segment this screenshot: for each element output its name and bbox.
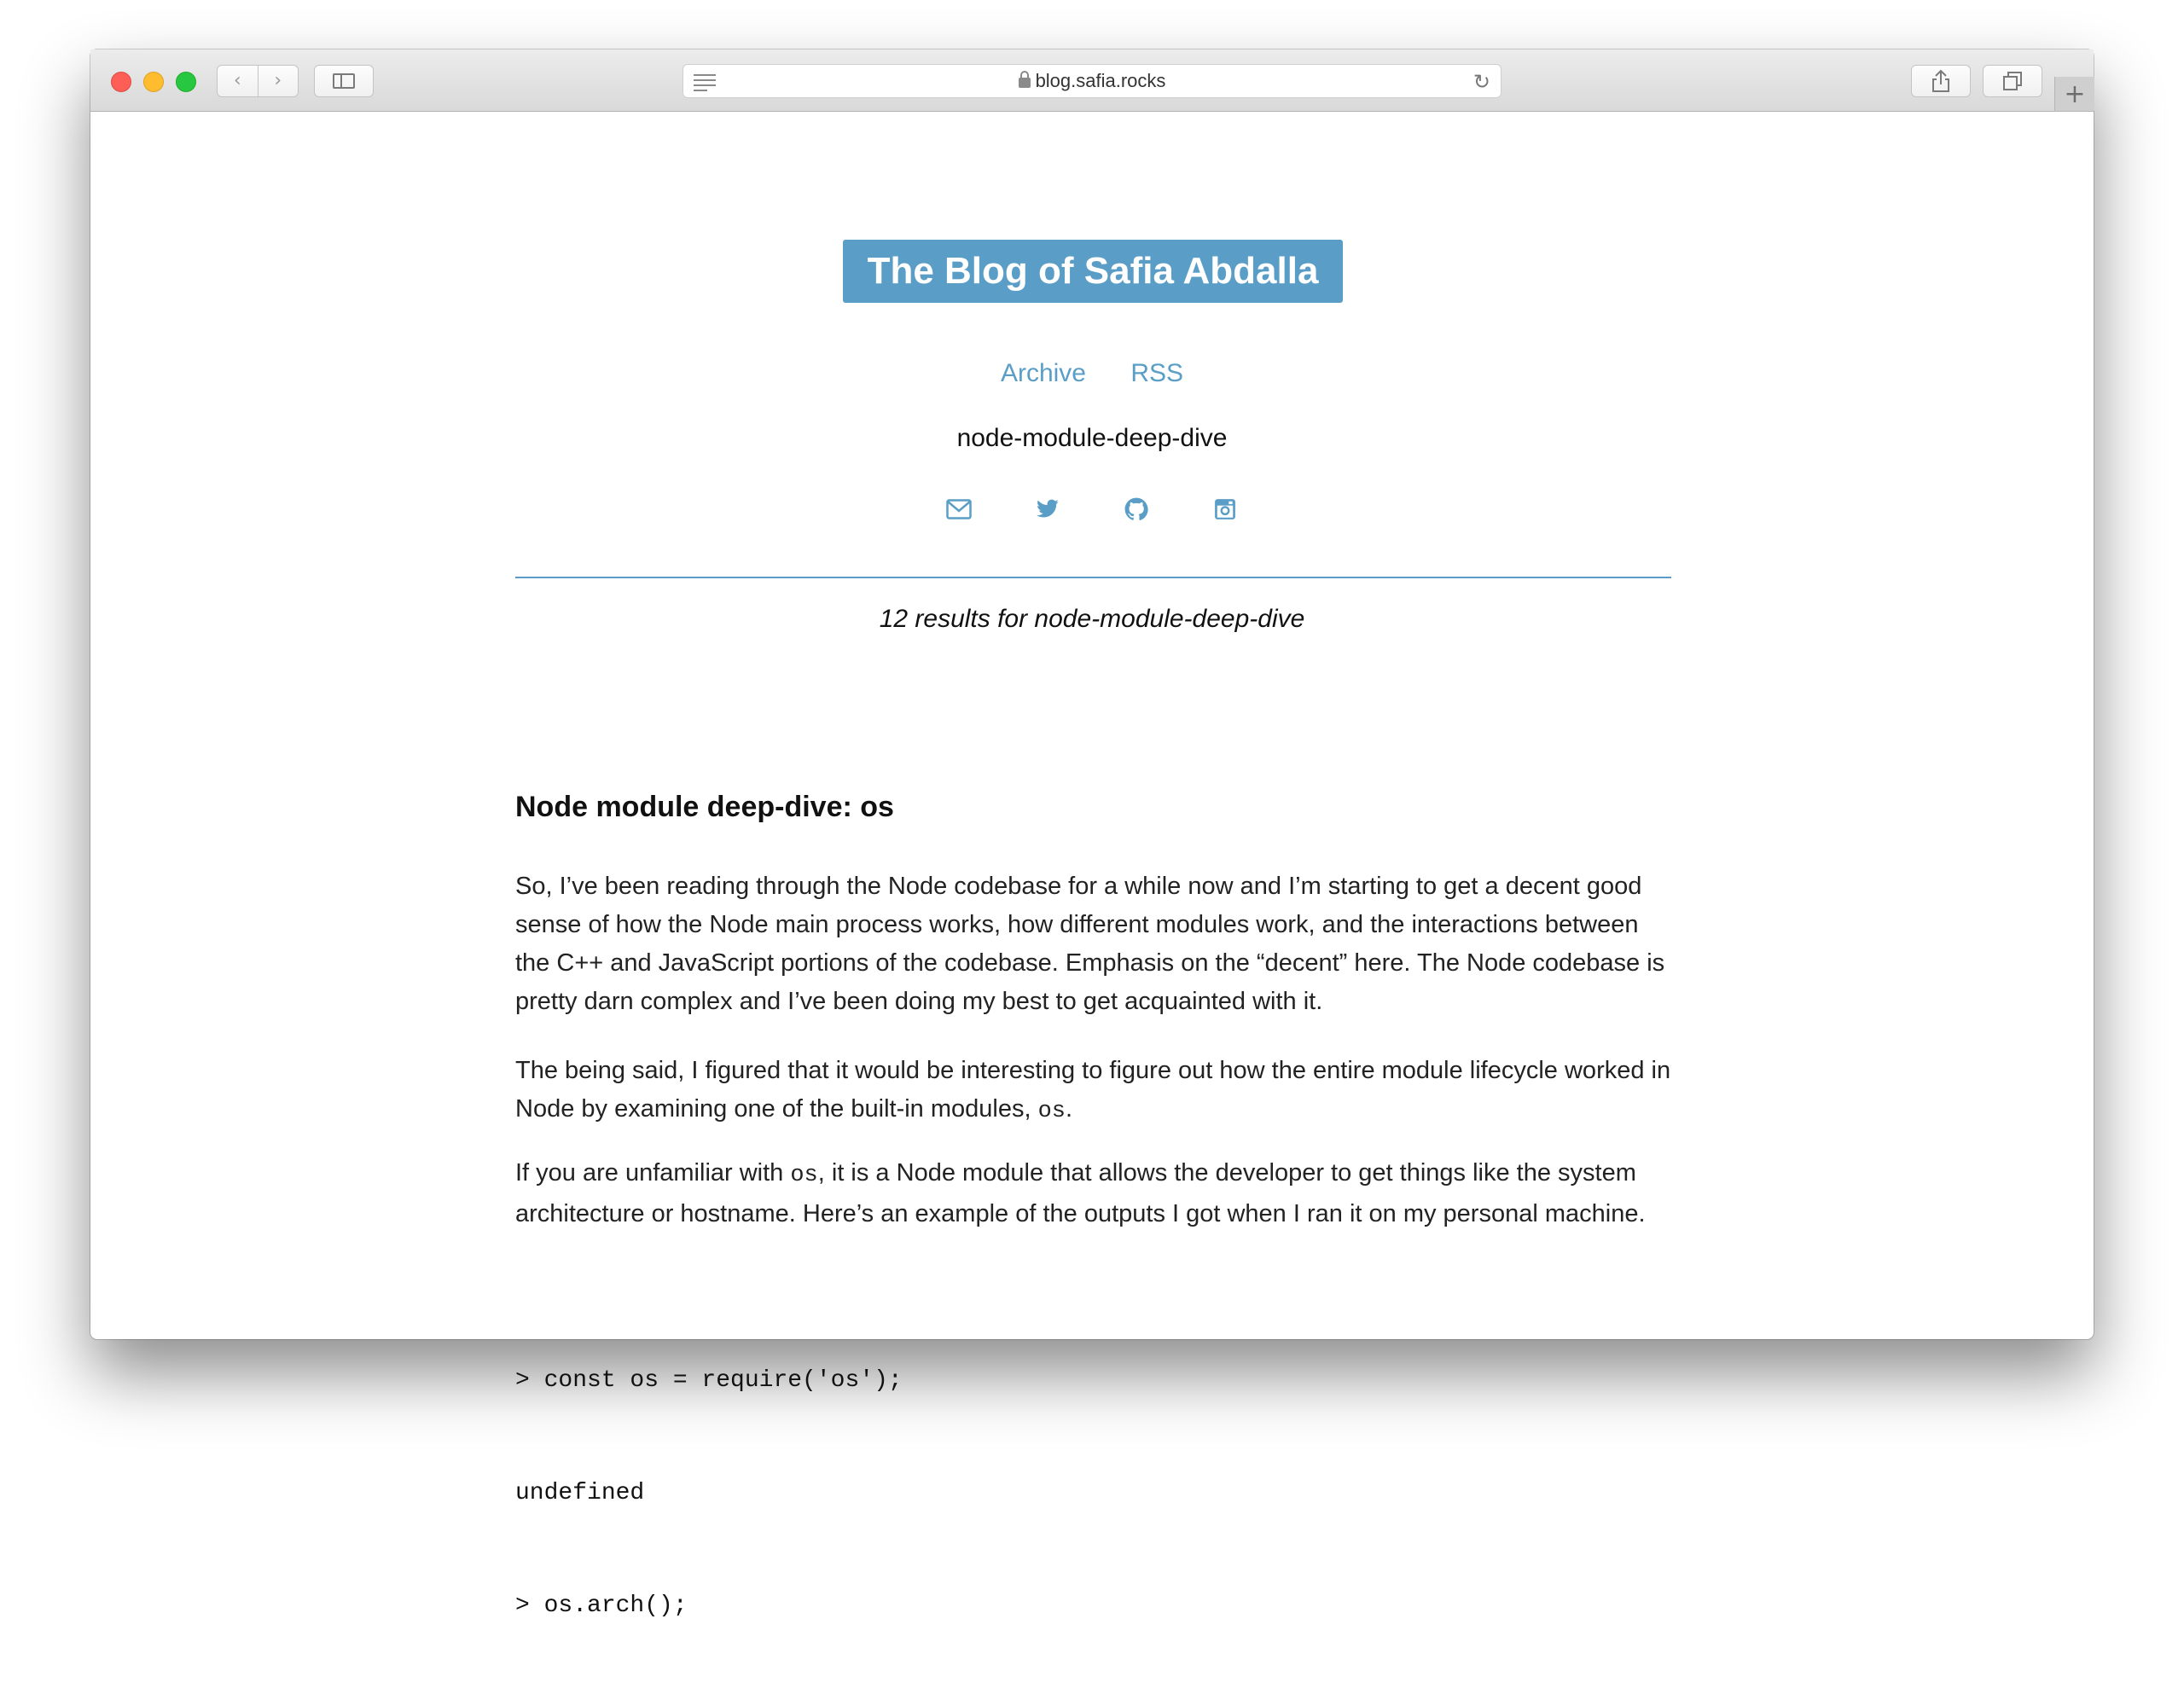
maximize-window-button[interactable] [176, 72, 196, 92]
share-button[interactable] [1911, 65, 1971, 97]
sidebar-toggle-button[interactable] [314, 65, 374, 97]
forward-button[interactable]: › [274, 70, 282, 91]
rss-link[interactable]: RSS [1130, 359, 1184, 387]
email-icon [946, 499, 972, 519]
github-link[interactable] [1119, 492, 1153, 526]
github-icon [1124, 497, 1148, 521]
paragraph-text: . [1066, 1095, 1073, 1123]
twitter-icon [1036, 499, 1060, 519]
code-line: > os.arch(); [515, 1593, 688, 1619]
code-block [515, 1287, 1671, 1700]
twitter-link[interactable] [1031, 492, 1065, 526]
search-results-count: 12 results for node-module-deep-dive [879, 605, 1305, 633]
back-button[interactable]: ‹ [218, 66, 258, 96]
header-divider [515, 577, 1671, 578]
tabs-icon [2002, 71, 2023, 91]
post-paragraph [515, 1154, 1671, 1233]
instagram-icon [1214, 498, 1236, 520]
url-display[interactable] [683, 65, 1501, 97]
browser-window [90, 49, 2094, 1619]
post-paragraph [515, 1052, 1671, 1131]
instagram-link[interactable] [1208, 492, 1242, 526]
paragraph-text: If you are unfamiliar with [515, 1159, 791, 1187]
new-tab-button[interactable]: + [2054, 77, 2094, 111]
blog-nav [90, 359, 2094, 388]
blog-title[interactable]: The Blog of Safia Abdalla [843, 240, 1343, 303]
minimize-window-button[interactable] [143, 72, 164, 92]
post-paragraph: So, I’ve been reading through the Node codebase for a while now and I’m starting to get a decent good sense of how the Node main process works, how different modules work, and the interactions between the C++ and JavaScript portions of the codebase. Emphasis on the “decent” here. The Node codebase is pretty darn complex and I’ve been doing my best to get acquainted with it. [515, 873, 1665, 1015]
blog-subtitle: node-module-deep-dive [956, 424, 1228, 452]
share-icon [1931, 69, 1950, 93]
post-title-link[interactable]: Node module deep-dive: os [515, 791, 894, 823]
history-nav [217, 65, 299, 97]
inline-code: os [1037, 1099, 1066, 1124]
url-text: blog.safia.rocks [1035, 70, 1166, 91]
reload-icon[interactable]: ↻ [1472, 70, 1490, 94]
social-links [90, 492, 2094, 526]
lock-icon [1019, 78, 1031, 88]
email-link[interactable] [942, 492, 976, 526]
paragraph-text: The being said, I figured that it would be interesting to figure out how the entire module lifecycle worked in Node by examining one of the built-in modules, [515, 1057, 1671, 1123]
show-tabs-button[interactable] [1983, 65, 2042, 97]
paragraph-text: , it is a Node module that allows the developer to get things like the system architecture or hostname. Here’s an example of the outputs I got when I ran it on my personal machine. [515, 1159, 1646, 1227]
archive-link[interactable]: Archive [1000, 359, 1086, 387]
close-window-button[interactable] [111, 72, 131, 92]
sidebar-icon [333, 73, 355, 89]
code-line: undefined [515, 1480, 645, 1506]
code-line: > const os = require('os'); [515, 1367, 903, 1394]
page-content [90, 112, 2094, 1619]
inline-code: os [790, 1163, 818, 1188]
address-bar[interactable] [682, 64, 1502, 98]
browser-toolbar [90, 49, 2094, 112]
